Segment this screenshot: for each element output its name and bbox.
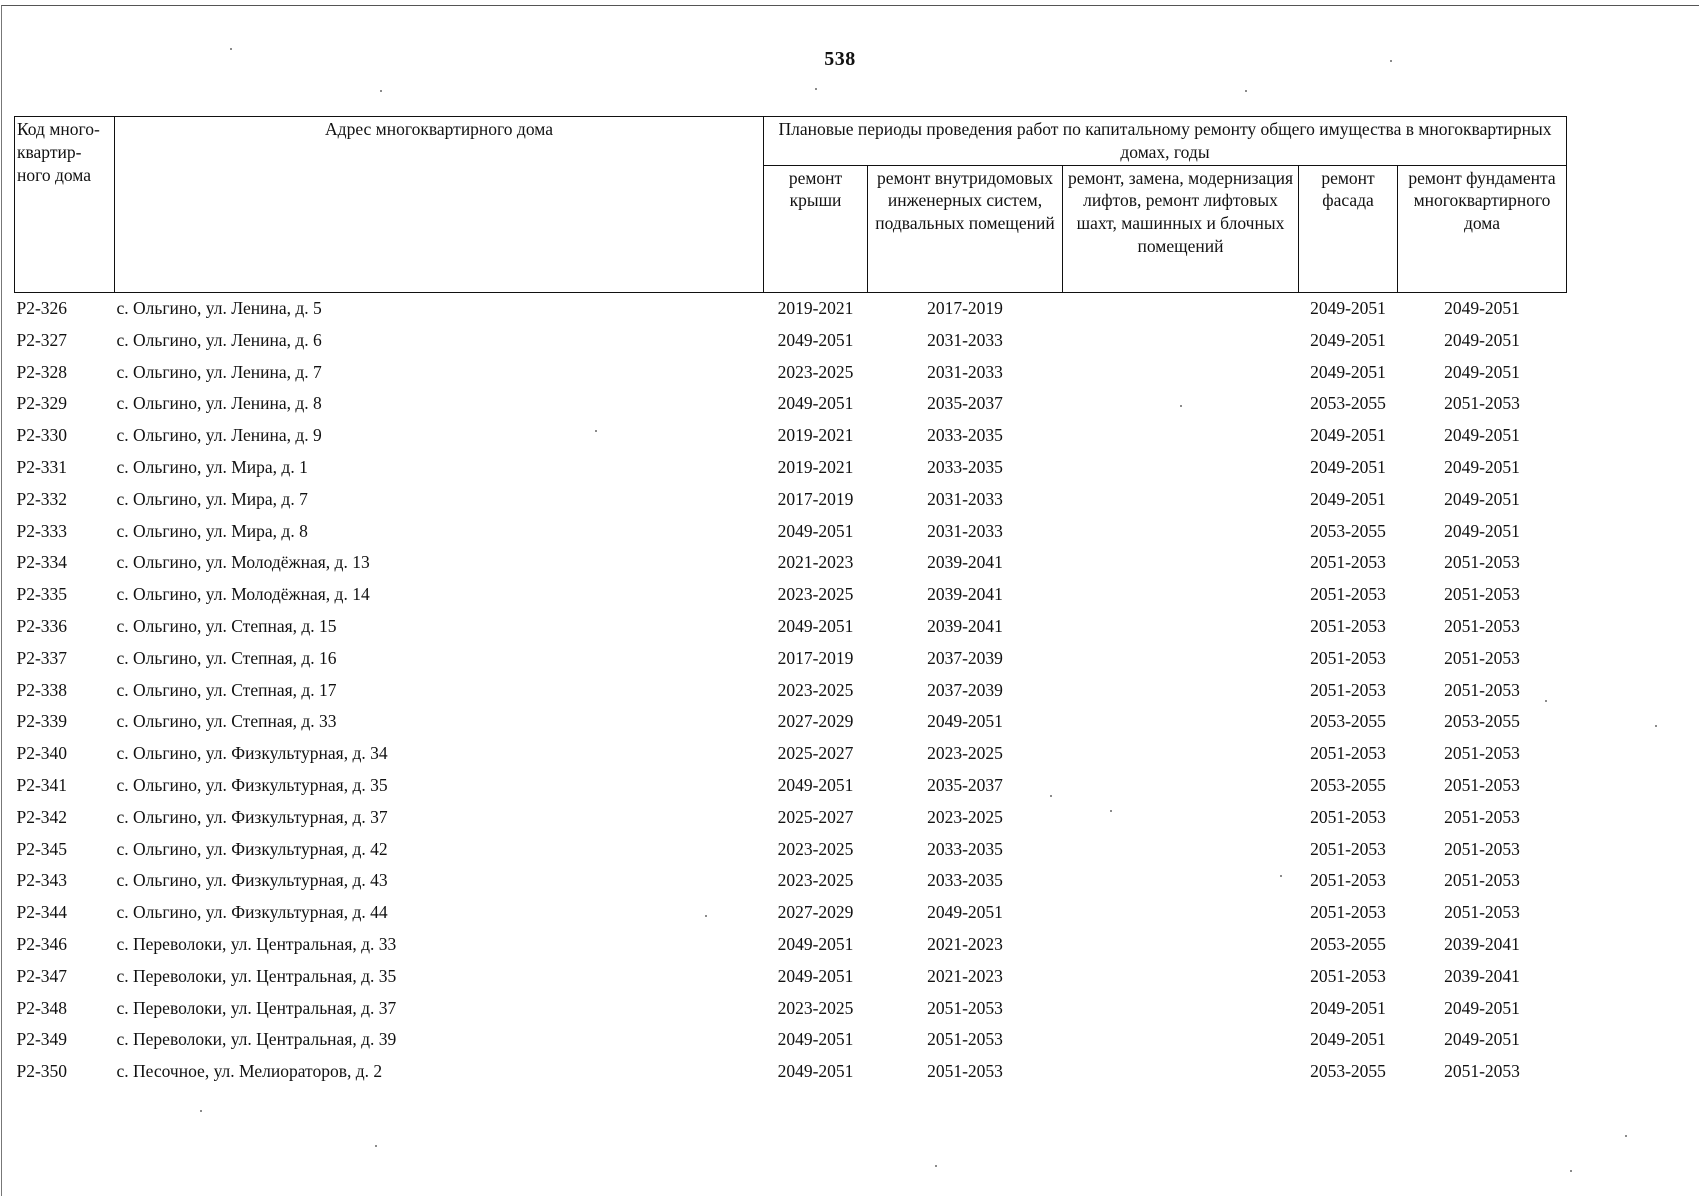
table-row [15,1024,1567,1056]
table-row [15,706,1567,738]
foundation-period-cell: 2051-2053 [1444,393,1520,414]
foundation-period-cell: 2051-2053 [1444,838,1520,859]
code-cell: Р2-350 [16,1061,68,1082]
address-cell: с. Ольгино, ул. Мира, д. 1 [116,457,308,477]
table-row [15,292,1567,324]
engineering-period-cell: 2037-2039 [927,679,1003,700]
address-cell: с. Ольгино, ул. Ленина, д. 5 [116,298,322,319]
code-cell: Р2-335 [16,584,68,605]
address-cell: с. Песочное, ул. Мелиораторов, д. 2 [116,1061,383,1082]
table-row [15,610,1567,642]
roof-period-cell: 2023-2025 [777,870,854,891]
facade-period-cell: 2051-2053 [1310,615,1386,636]
table-row [15,801,1567,833]
table-row [15,547,1567,579]
address-cell: с. Ольгино, ул. Мира, д. 7 [116,488,308,509]
facade-period-cell: 2053-2055 [1310,1061,1386,1082]
engineering-period-cell: 2033-2035 [927,838,1003,859]
code-cell: Р2-341 [16,774,68,795]
header-code: Код много-квартир-ного дома [15,117,115,293]
table-row [15,738,1567,770]
engineering-period-cell: 2021-2023 [927,965,1003,986]
engineering-period-cell: 2035-2037 [927,774,1003,795]
table-row [15,356,1567,388]
roof-period-cell: 2023-2025 [777,679,854,700]
engineering-period-cell: 2031-2033 [927,520,1003,541]
elevators-period-cell [1063,897,1299,929]
foundation-period-cell: 2049-2051 [1444,298,1520,319]
engineering-period-cell: 2051-2053 [927,997,1003,1018]
foundation-period-cell: 2049-2051 [1444,1029,1520,1050]
roof-period-cell: 2049-2051 [777,1029,854,1050]
code-cell: Р2-342 [16,806,68,827]
scan-speck [935,1165,937,1167]
header-engineering: ремонт внутридомовых инженерных систем, подвальных помещений [868,165,1063,292]
address-cell: с. Ольгино, ул. Физкультурная, д. 42 [116,838,388,859]
engineering-period-cell: 2051-2053 [927,1029,1003,1050]
elevators-period-cell [1063,1024,1299,1056]
elevators-period-cell [1063,706,1299,738]
elevators-period-cell [1063,642,1299,674]
header-roof: ремонт крыши [764,165,868,292]
foundation-period-cell: 2049-2051 [1444,361,1520,382]
elevators-period-cell [1063,801,1299,833]
facade-period-cell: 2049-2051 [1310,361,1386,382]
scan-speck [200,1110,202,1112]
table-row [15,992,1567,1024]
foundation-period-cell: 2051-2053 [1444,679,1520,700]
code-cell: Р2-337 [16,647,68,668]
elevators-period-cell [1063,833,1299,865]
address-cell: с. Ольгино, ул. Ленина, д. 9 [116,425,322,446]
elevators-period-cell [1063,292,1299,324]
foundation-period-cell: 2051-2053 [1444,615,1520,636]
engineering-period-cell: 2035-2037 [927,393,1003,414]
roof-period-cell: 2049-2051 [777,520,854,541]
elevators-period-cell [1063,324,1299,356]
address-cell: с. Ольгино, ул. Ленина, д. 7 [116,361,322,382]
roof-period-cell: 2019-2021 [777,457,854,477]
elevators-period-cell [1063,579,1299,611]
engineering-period-cell: 2039-2041 [927,615,1003,636]
foundation-period-cell: 2051-2053 [1444,552,1520,573]
address-cell: с. Ольгино, ул. Степная, д. 16 [116,647,337,668]
foundation-period-cell: 2049-2051 [1444,329,1520,350]
address-cell: с. Переволоки, ул. Центральная, д. 37 [116,997,397,1018]
foundation-period-cell: 2049-2051 [1444,997,1520,1018]
facade-period-cell: 2051-2053 [1310,806,1386,827]
table-row [15,388,1567,420]
roof-period-cell: 2023-2025 [777,997,854,1018]
facade-period-cell: 2051-2053 [1310,838,1386,859]
code-cell: Р2-344 [16,902,68,923]
table-row [15,515,1567,547]
engineering-period-cell: 2037-2039 [927,647,1003,668]
scan-speck [230,48,232,50]
foundation-period-cell: 2049-2051 [1444,425,1520,446]
elevators-period-cell [1063,928,1299,960]
elevators-period-cell [1063,738,1299,770]
foundation-period-cell: 2049-2051 [1444,457,1520,477]
code-cell: Р2-347 [16,965,68,986]
facade-period-cell: 2051-2053 [1310,584,1386,605]
code-cell: Р2-338 [16,679,68,700]
facade-period-cell: 2049-2051 [1310,425,1386,446]
code-cell: Р2-327 [16,329,68,350]
engineering-period-cell: 2031-2033 [927,361,1003,382]
code-cell: Р2-348 [16,997,68,1018]
code-cell: Р2-326 [16,298,68,319]
address-cell: с. Переволоки, ул. Центральная, д. 35 [116,965,397,986]
engineering-period-cell: 2039-2041 [927,552,1003,573]
code-cell: Р2-333 [16,520,68,541]
header-address: Адрес многоквартирного дома [115,117,764,293]
roof-period-cell: 2019-2021 [777,425,854,446]
table-row [15,642,1567,674]
facade-period-cell: 2051-2053 [1310,902,1386,923]
code-cell: Р2-349 [16,1029,68,1050]
capital-repair-schedule-table [14,116,1567,1087]
code-cell: Р2-330 [16,425,68,446]
scan-speck [705,915,707,917]
elevators-period-cell [1063,483,1299,515]
scan-speck [1245,90,1247,92]
roof-period-cell: 2027-2029 [777,711,854,732]
scan-speck [1180,405,1182,407]
foundation-period-cell: 2039-2041 [1444,965,1520,986]
foundation-period-cell: 2051-2053 [1444,584,1520,605]
roof-period-cell: 2049-2051 [777,615,854,636]
engineering-period-cell: 2023-2025 [927,806,1003,827]
roof-period-cell: 2019-2021 [777,298,854,319]
facade-period-cell: 2049-2051 [1310,457,1386,477]
address-cell: с. Ольгино, ул. Молодёжная, д. 14 [116,584,370,605]
address-cell: с. Ольгино, ул. Степная, д. 15 [116,615,337,636]
facade-period-cell: 2053-2055 [1310,774,1386,795]
roof-period-cell: 2025-2027 [777,806,854,827]
foundation-period-cell: 2051-2053 [1444,647,1520,668]
header-facade: ремонт фасада [1299,165,1398,292]
address-cell: с. Ольгино, ул. Физкультурная, д. 34 [116,743,388,764]
engineering-period-cell: 2031-2033 [927,329,1003,350]
roof-period-cell: 2021-2023 [777,552,854,573]
elevators-period-cell [1063,420,1299,452]
code-cell: Р2-332 [16,488,68,509]
code-cell: Р2-334 [16,552,68,573]
scan-speck [1110,810,1112,812]
table-row [15,960,1567,992]
table-row [15,483,1567,515]
engineering-period-cell: 2033-2035 [927,457,1003,477]
scan-speck [1050,795,1052,797]
address-cell: с. Ольгино, ул. Физкультурная, д. 35 [116,774,388,795]
scan-speck [595,430,597,432]
page-number: 538 [824,48,856,70]
table-row [15,420,1567,452]
engineering-period-cell: 2039-2041 [927,584,1003,605]
code-cell: Р2-336 [16,615,68,636]
roof-period-cell: 2025-2027 [777,743,854,764]
roof-period-cell: 2027-2029 [777,902,854,923]
elevators-period-cell [1063,388,1299,420]
header-foundation: ремонт фундамента многоквартирного дома [1398,165,1567,292]
elevators-period-cell [1063,960,1299,992]
code-cell: Р2-329 [16,393,68,414]
roof-period-cell: 2017-2019 [777,488,854,509]
facade-period-cell: 2049-2051 [1310,298,1386,319]
elevators-period-cell [1063,674,1299,706]
engineering-period-cell: 2017-2019 [927,298,1003,319]
engineering-period-cell: 2021-2023 [927,933,1003,954]
table-row [15,928,1567,960]
facade-period-cell: 2053-2055 [1310,711,1386,732]
elevators-period-cell [1063,1056,1299,1088]
facade-period-cell: 2049-2051 [1310,997,1386,1018]
engineering-period-cell: 2033-2035 [927,425,1003,446]
facade-period-cell: 2049-2051 [1310,329,1386,350]
elevators-period-cell [1063,515,1299,547]
table-row [15,769,1567,801]
roof-period-cell: 2049-2051 [777,933,854,954]
elevators-period-cell [1063,769,1299,801]
elevators-period-cell [1063,451,1299,483]
elevators-period-cell [1063,865,1299,897]
scan-speck [375,1145,377,1147]
engineering-period-cell: 2031-2033 [927,488,1003,509]
facade-period-cell: 2051-2053 [1310,552,1386,573]
code-cell: Р2-331 [16,457,68,477]
engineering-period-cell: 2049-2051 [927,711,1003,732]
table-row [15,865,1567,897]
roof-period-cell: 2049-2051 [777,1061,854,1082]
facade-period-cell: 2053-2055 [1310,520,1386,541]
scan-speck [815,88,817,90]
table-body [15,292,1567,1087]
table-row [15,579,1567,611]
table-row [15,451,1567,483]
address-cell: с. Ольгино, ул. Степная, д. 17 [116,679,337,700]
code-cell: Р2-343 [16,870,68,891]
engineering-period-cell: 2051-2053 [927,1061,1003,1082]
foundation-period-cell: 2051-2053 [1444,902,1520,923]
roof-period-cell: 2023-2025 [777,584,854,605]
engineering-period-cell: 2033-2035 [927,870,1003,891]
address-cell: с. Ольгино, ул. Физкультурная, д. 43 [116,870,388,891]
facade-period-cell: 2049-2051 [1310,488,1386,509]
table-header [15,117,1567,293]
foundation-period-cell: 2051-2053 [1444,870,1520,891]
foundation-period-cell: 2053-2055 [1444,711,1520,732]
code-cell: Р2-339 [16,711,68,732]
roof-period-cell: 2049-2051 [777,393,854,414]
scan-speck [1280,875,1282,877]
roof-period-cell: 2023-2025 [777,838,854,859]
roof-period-cell: 2049-2051 [777,774,854,795]
facade-period-cell: 2051-2053 [1310,965,1386,986]
foundation-period-cell: 2051-2053 [1444,806,1520,827]
address-cell: с. Ольгино, ул. Ленина, д. 6 [116,329,322,350]
facade-period-cell: 2051-2053 [1310,679,1386,700]
table-row [15,324,1567,356]
address-cell: с. Переволоки, ул. Центральная, д. 33 [116,933,397,954]
foundation-period-cell: 2051-2053 [1444,774,1520,795]
elevators-period-cell [1063,356,1299,388]
scan-speck [380,90,382,92]
facade-period-cell: 2053-2055 [1310,933,1386,954]
scan-speck [1655,725,1657,727]
header-elevators: ремонт, замена, модернизация лифтов, ремонт лифтовых шахт, машинных и блочных помещений [1063,165,1299,292]
facade-period-cell: 2051-2053 [1310,743,1386,764]
foundation-period-cell: 2051-2053 [1444,743,1520,764]
header-periods-group: Плановые периоды проведения работ по капитальному ремонту общего имущества в многоквартирных домах, годы [764,117,1567,166]
table-row [15,674,1567,706]
facade-period-cell: 2053-2055 [1310,393,1386,414]
elevators-period-cell [1063,610,1299,642]
scan-speck [1390,60,1392,62]
scan-speck [1570,1170,1572,1172]
address-cell: с. Ольгино, ул. Молодёжная, д. 13 [116,552,370,573]
address-cell: с. Переволоки, ул. Центральная, д. 39 [116,1029,397,1050]
foundation-period-cell: 2049-2051 [1444,488,1520,509]
address-cell: с. Ольгино, ул. Ленина, д. 8 [116,393,322,414]
scan-speck [1545,700,1547,702]
engineering-period-cell: 2023-2025 [927,743,1003,764]
code-cell: Р2-340 [16,743,68,764]
facade-period-cell: 2049-2051 [1310,1029,1386,1050]
table-row [15,1056,1567,1088]
facade-period-cell: 2051-2053 [1310,647,1386,668]
address-cell: с. Ольгино, ул. Физкультурная, д. 37 [116,806,388,827]
code-cell: Р2-328 [16,361,68,382]
table-row [15,833,1567,865]
address-cell: с. Ольгино, ул. Физкультурная, д. 44 [116,902,388,923]
address-cell: с. Ольгино, ул. Степная, д. 33 [116,711,337,732]
code-cell: Р2-346 [16,933,68,954]
elevators-period-cell [1063,547,1299,579]
foundation-period-cell: 2051-2053 [1444,1061,1520,1082]
roof-period-cell: 2049-2051 [777,965,854,986]
foundation-period-cell: 2049-2051 [1444,520,1520,541]
facade-period-cell: 2051-2053 [1310,870,1386,891]
elevators-period-cell [1063,992,1299,1024]
roof-period-cell: 2023-2025 [777,361,854,382]
engineering-period-cell: 2049-2051 [927,902,1003,923]
foundation-period-cell: 2039-2041 [1444,933,1520,954]
roof-period-cell: 2017-2019 [777,647,854,668]
address-cell: с. Ольгино, ул. Мира, д. 8 [116,520,308,541]
table-row [15,897,1567,929]
scan-speck [1625,1135,1627,1137]
code-cell: Р2-345 [16,838,68,859]
roof-period-cell: 2049-2051 [777,329,854,350]
